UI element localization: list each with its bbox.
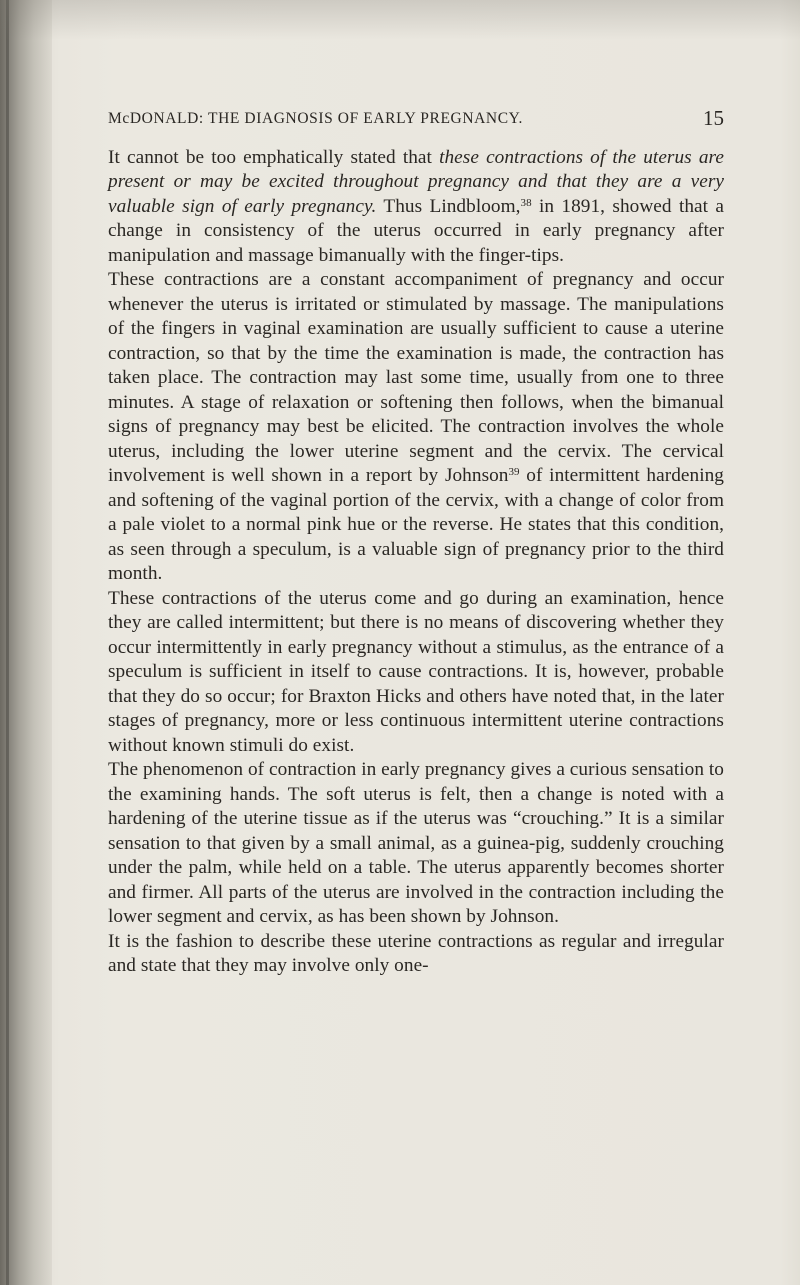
paragraph-5: It is the fashion to describe these uterine contractions as regular and irregular and state that they may involve only one- <box>108 930 724 976</box>
footnote-ref-38: 38 <box>520 196 532 209</box>
paragraph-1 <box>108 146 724 268</box>
paragraph-1-text-a: It cannot be too emphatically stated that <box>108 147 440 168</box>
paragraph-2 <box>108 268 724 586</box>
page-header <box>108 106 724 134</box>
running-head: McDONALD: THE DIAGNOSIS OF EARLY PREGNANCY. <box>108 110 523 127</box>
page-number: 15 <box>703 106 724 130</box>
paragraph-4: The phenomenon of contraction in early pregnancy gives a curious sensation to the examining hands. The soft uterus is felt, then a change is noted with a hardening of the uterine tissue as if the uterus was “crouching.” It is a similar sensation to that given by a small animal, as a guinea-pig, suddenly crouching under the palm, while held on a table. The uterus apparently becomes shorter and firmer. All parts of the uterus are involved in the contraction including the lower segment and cervix, as has been shown by Johnson. <box>108 759 724 928</box>
paragraph-2-text-a: These contractions are a constant accompaniment of pregnancy and occur whenever the uterus is irritated or stimulated by massage. The manipulations of the fingers in vaginal examination are usually sufficient to cause a uterine contraction, so that by the time the examination is made, the contraction has taken place. The contraction may last some time, usually from one to three minutes. A stage of relaxation or softening then follows, when the bimanual signs of pregnancy may best be elicited. The contraction involves the whole uterus, including the lower uterine segment and the cervix. The cervical involvement is well shown in a report by Johnson <box>108 269 724 487</box>
paragraph-1-text-b: Thus Lindbloom, <box>376 195 521 217</box>
page-top-shadow <box>0 0 800 40</box>
paragraph-3: These contractions of the uterus come and go during an examination, hence they are called intermittent; but there is no means of discovering whether they occur intermittently in early pregnancy without a stimulus, as the entrance of a speculum is sufficient in itself to cause contractions. It is, however, probable that they do so occur; for Braxton Hicks and others have noted that, in the later stages of pregnancy, more or less continuous intermittent uterine contractions without known stimuli do exist. <box>108 587 724 756</box>
body-text <box>108 146 724 978</box>
binding-edge-line <box>6 0 9 1285</box>
paragraph-1-text-c: in 1891, showed that a change in consistency of the uterus occurred in early pregnancy after manipulation and massage bimanually with the finger-tips. <box>108 195 725 266</box>
footnote-ref-39: 39 <box>508 466 520 479</box>
paragraph-1-emphasis: these contractions of the uterus are present or may be excited throughout pregnancy and that they are a very valuable sign of early pregnancy. <box>108 147 724 217</box>
paragraph-2-text-b: of intermittent hardening and softening of the vaginal portion of the cervix, with a change of color from a pale violet to a normal pink hue or the reverse. He states that this condition, as seen through a speculum, is a valuable sign of pregnancy prior to the third month. <box>108 465 724 585</box>
